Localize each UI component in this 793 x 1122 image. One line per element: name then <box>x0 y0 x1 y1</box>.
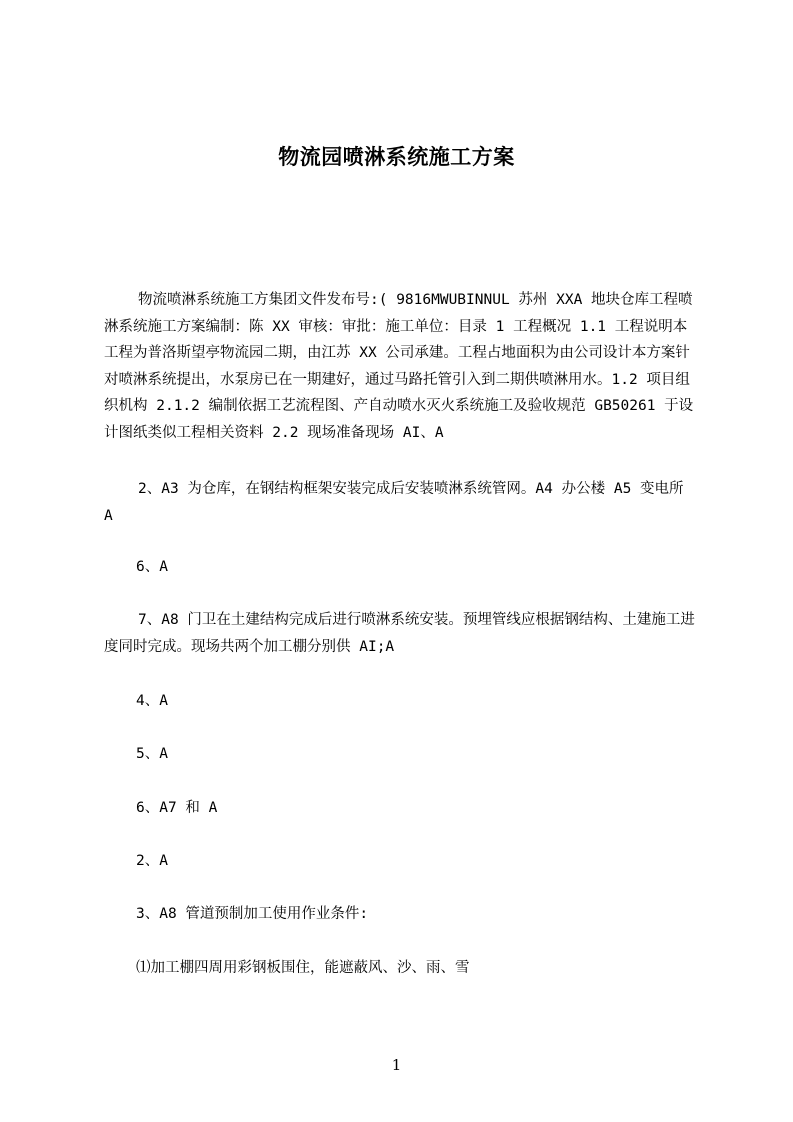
work-condition-item-1: ⑴加工棚四周用彩钢板围住，能遮蔽风、沙、雨、雪 <box>136 960 470 976</box>
gate-paragraph: 7、A8 门卫在土建结构完成后进行喷淋系统安装。预埋管线应根据钢结构、土建施工进度同时完成。现场共两个加工棚分别供 AI;A <box>104 612 695 655</box>
list-item-2a: 2、A <box>136 853 168 869</box>
list-item-4a: 4、A <box>136 693 168 709</box>
intro-paragraph: 物流喷淋系统施工方集团文件发布号:( 9816MWUBINNUL 苏州 XXA 地块仓库工程喷淋系统施工方案编制：陈 XX 审核：审批：施工单位：目录 1 工程概况 1.1 工程说明本工程为普洛斯望亭物流园二期，由江苏 XX 公司承建。工程占地面积为由公司设计本方案针对喷淋系统提出，水泵房已在一期建好，通过马路托管引入到二期供喷淋用水。1.2 项目组织机构 2.1.2 编制依据工艺流程图、产自动喷水灭火系统施工及验收规范 GB50261 于设计图纸类似工程相关资料 2.2 现场准备现场 AI、A <box>104 292 694 441</box>
list-item-6a: 6、A <box>136 559 168 575</box>
page-title: 物流园喷淋系统施工方案 <box>278 145 515 169</box>
list-item-5a: 5、A <box>136 746 168 762</box>
page-number: 1 <box>391 1056 402 1074</box>
list-item-3a8: 3、A8 管道预制加工使用作业条件: <box>136 906 369 922</box>
list-item-6a7: 6、A7 和 A <box>136 800 218 816</box>
warehouse-paragraph: 2、A3 为仓库，在钢结构框架安装完成后安装喷淋系统管网。A4 办公楼 A5 变电所 A <box>104 481 684 524</box>
